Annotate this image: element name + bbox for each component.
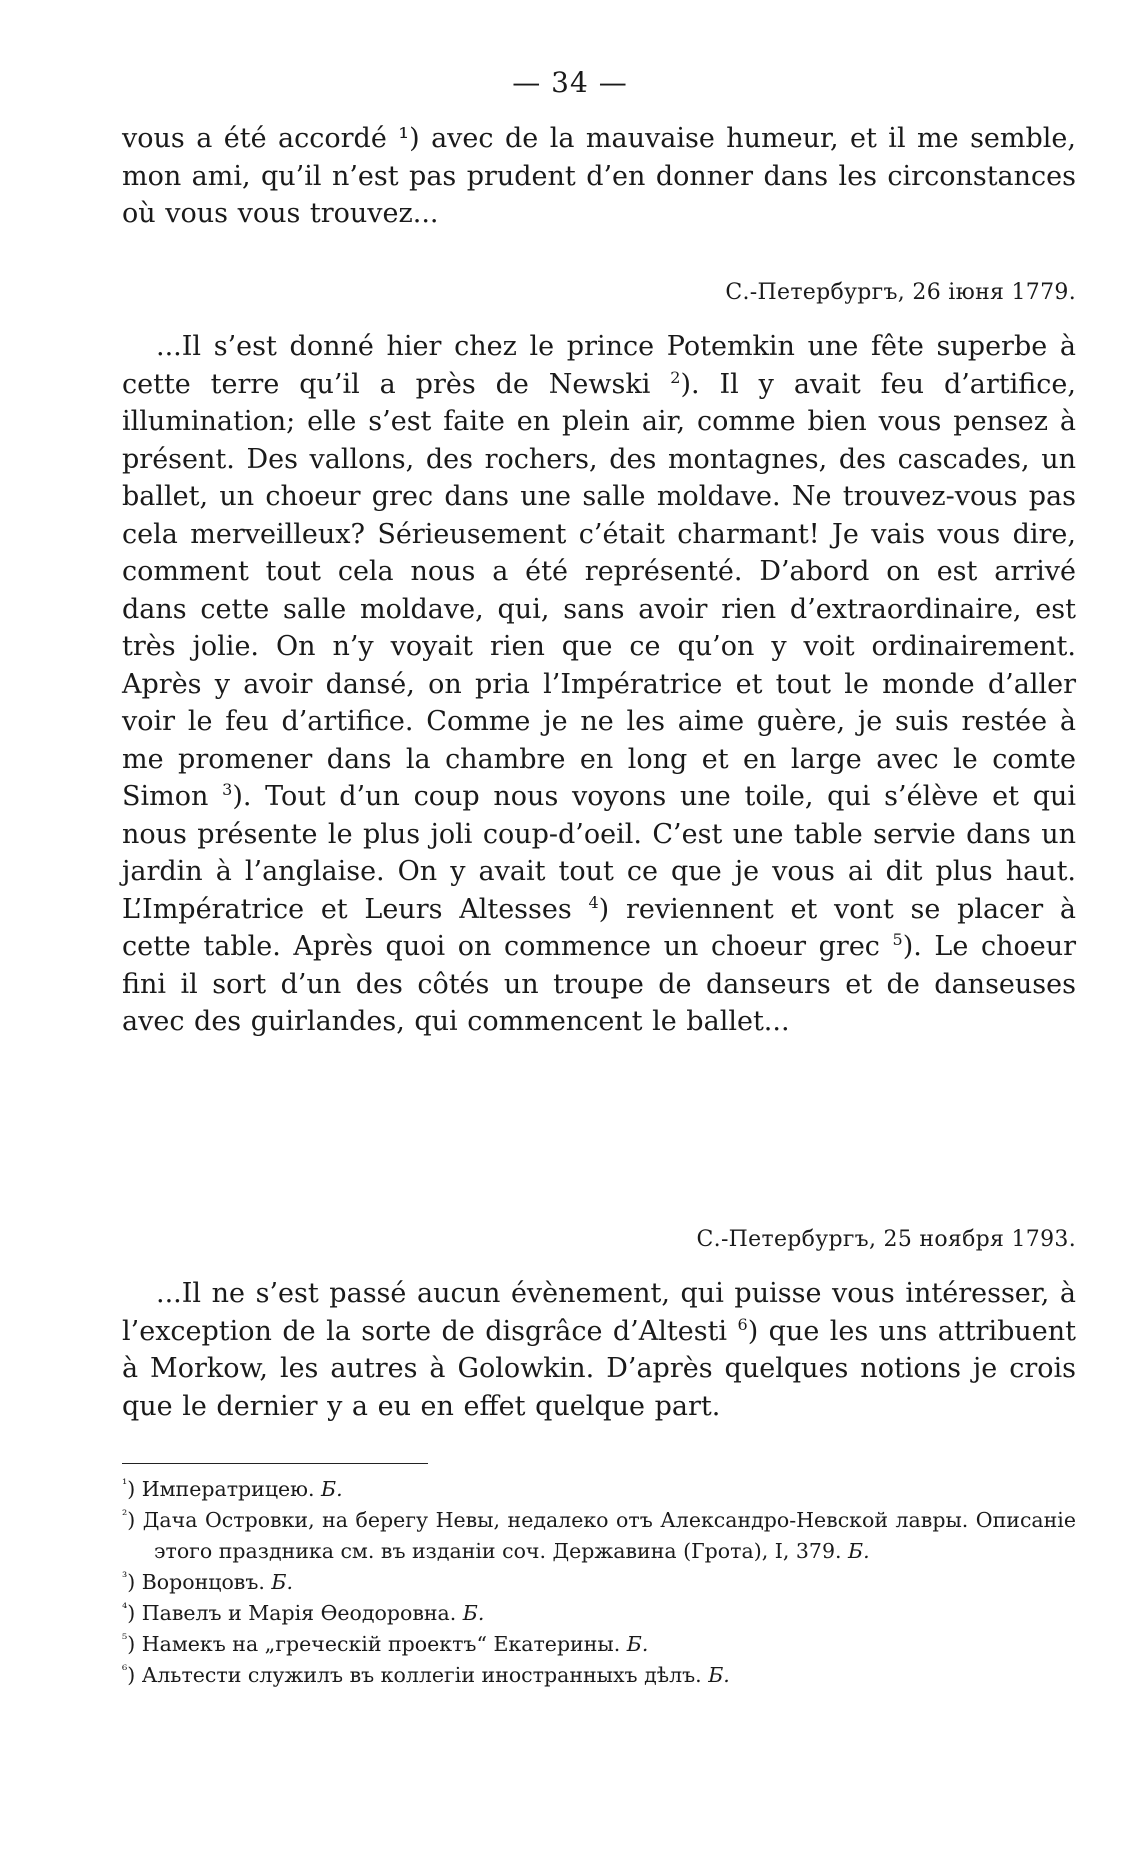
footnote-ref-5: 5	[892, 930, 903, 949]
page-number: — 34 —	[512, 66, 628, 99]
footnote-mark: ⁵	[122, 1632, 128, 1648]
letter-3-text-2: ) que les uns attribuent à Morkow, les autres à Golowkin. D’après quelques notions je crois que le dernier y a eu en effet quelque part.	[122, 1315, 1076, 1422]
footnote-5	[122, 1629, 1076, 1660]
letter-2-text-2: ). Il y avait feu d’artifice, illumination; elle s’est faite en plein air, comme bien vous pensez à présent. Des vallons, des rochers, des montagnes, des cascades, un ballet, un choeur grec dans une salle moldave. Ne trouvez-vous pas cela merveilleux? Sérieusement c’était charmant! Je vais vous dire, comment tout cela nous a été représenté. D’abord on est arrivé dans cette salle moldave, qui, sans avoir rien d’extraordinaire, est très jolie. On n’y voyait rien que ce qu’on y voit ordinairement. Après y avoir dansé, on pria l’Impératrice et tout le monde d’aller voir le feu d’artifice. Comme je ne les aime guère, je suis restée à me promener dans la chambre en long et en large avec le comte Simon	[122, 368, 1076, 812]
footnote-ref-2: 2	[670, 367, 681, 387]
footnote-text: ) Намекъ на „греческій проектъ“ Екатерины.	[127, 1632, 627, 1656]
footnote-text: ) Дача Островки, на берегу Невы, недалеко отъ Александро-Невской лавры. Описаніе этого праздника см. въ изданіи соч. Державина (Грота), I, 379.	[127, 1508, 1076, 1563]
footnote-divider	[122, 1463, 428, 1464]
dateline-1793: С.-Петербургъ, 25 ноября 1793.	[696, 1227, 1076, 1252]
letter-1-paragraph: vous a été accordé ¹) avec de la mauvaise humeur, et il me semble, mon ami, qu’il n’est pas prudent d’en donner dans les circonstances où vous vous trouvez...	[122, 123, 1076, 229]
dateline-1779: С.-Петербургъ, 26 іюня 1779.	[725, 280, 1076, 305]
footnote-signature: Б.	[708, 1663, 730, 1687]
footnote-4	[122, 1598, 1076, 1629]
letter-3-text-1: ...Il ne s’est passé aucun évènement, qui puisse vous intéresser, à l’exception de la sorte de disgrâce d’Altesti	[122, 1278, 1076, 1347]
footnote-ref-4: 4	[588, 892, 599, 912]
letter-2-text-3: ). Tout d’un coup nous voyons une toile, qui s’élève et qui nous présente le plus joli coup-d’oeil. C’est une table servie dans un jardin à l’anglaise. On y avait tout ce que je vous ai dit plus haut. L’Impératrice et Leurs Altesses	[122, 781, 1076, 925]
letter-2-text-5: ). Le choeur fini il sort d’un des côtés un troupe de danseurs et de danseuses avec des guirlandes, qui commencent le ballet...	[122, 931, 1076, 1037]
footnote-signature: Б.	[271, 1570, 294, 1594]
footnote-signature: Б.	[321, 1477, 343, 1501]
letter-2-text-4: ) reviennent et vont se placer à cette table. Après quoi on commence un choeur grec	[122, 893, 1076, 962]
footnote-mark: ¹	[122, 1477, 128, 1493]
footnote-mark: ⁴	[122, 1601, 128, 1617]
letter-1-tail	[122, 120, 1076, 233]
footnote-ref-6: 6	[737, 1314, 748, 1334]
footnote-mark: ²	[122, 1508, 128, 1524]
footnotes	[122, 1474, 1076, 1691]
footnote-6	[122, 1660, 1076, 1691]
letter-2-text-1: ...Il s’est donné hier chez le prince Potemkin une fête superbe à cette terre qu’il a près de Newski	[122, 331, 1076, 400]
footnote-text: ) Альтести служилъ въ коллегіи иностранныхъ дѣлъ.	[127, 1663, 709, 1687]
footnote-1	[122, 1474, 1076, 1505]
letter-3	[122, 1275, 1076, 1425]
footnote-text: ) Павелъ и Марія Ѳеодоровна.	[127, 1601, 463, 1625]
footnote-signature: Б.	[626, 1632, 649, 1656]
footnote-ref-3: 3	[222, 780, 233, 799]
footnote-signature: Б.	[848, 1539, 870, 1563]
footnote-2	[122, 1505, 1076, 1567]
footnote-signature: Б.	[462, 1601, 485, 1625]
footnote-3	[122, 1567, 1076, 1598]
footnote-mark: ⁶	[122, 1663, 128, 1679]
footnote-mark: ³	[122, 1570, 128, 1586]
letter-2	[122, 328, 1076, 1041]
footnote-text: ) Воронцовъ.	[127, 1570, 272, 1594]
letter-2-paragraph	[122, 328, 1076, 1041]
footnote-text: ) Императрицею.	[127, 1477, 322, 1501]
letter-3-paragraph	[122, 1275, 1076, 1425]
